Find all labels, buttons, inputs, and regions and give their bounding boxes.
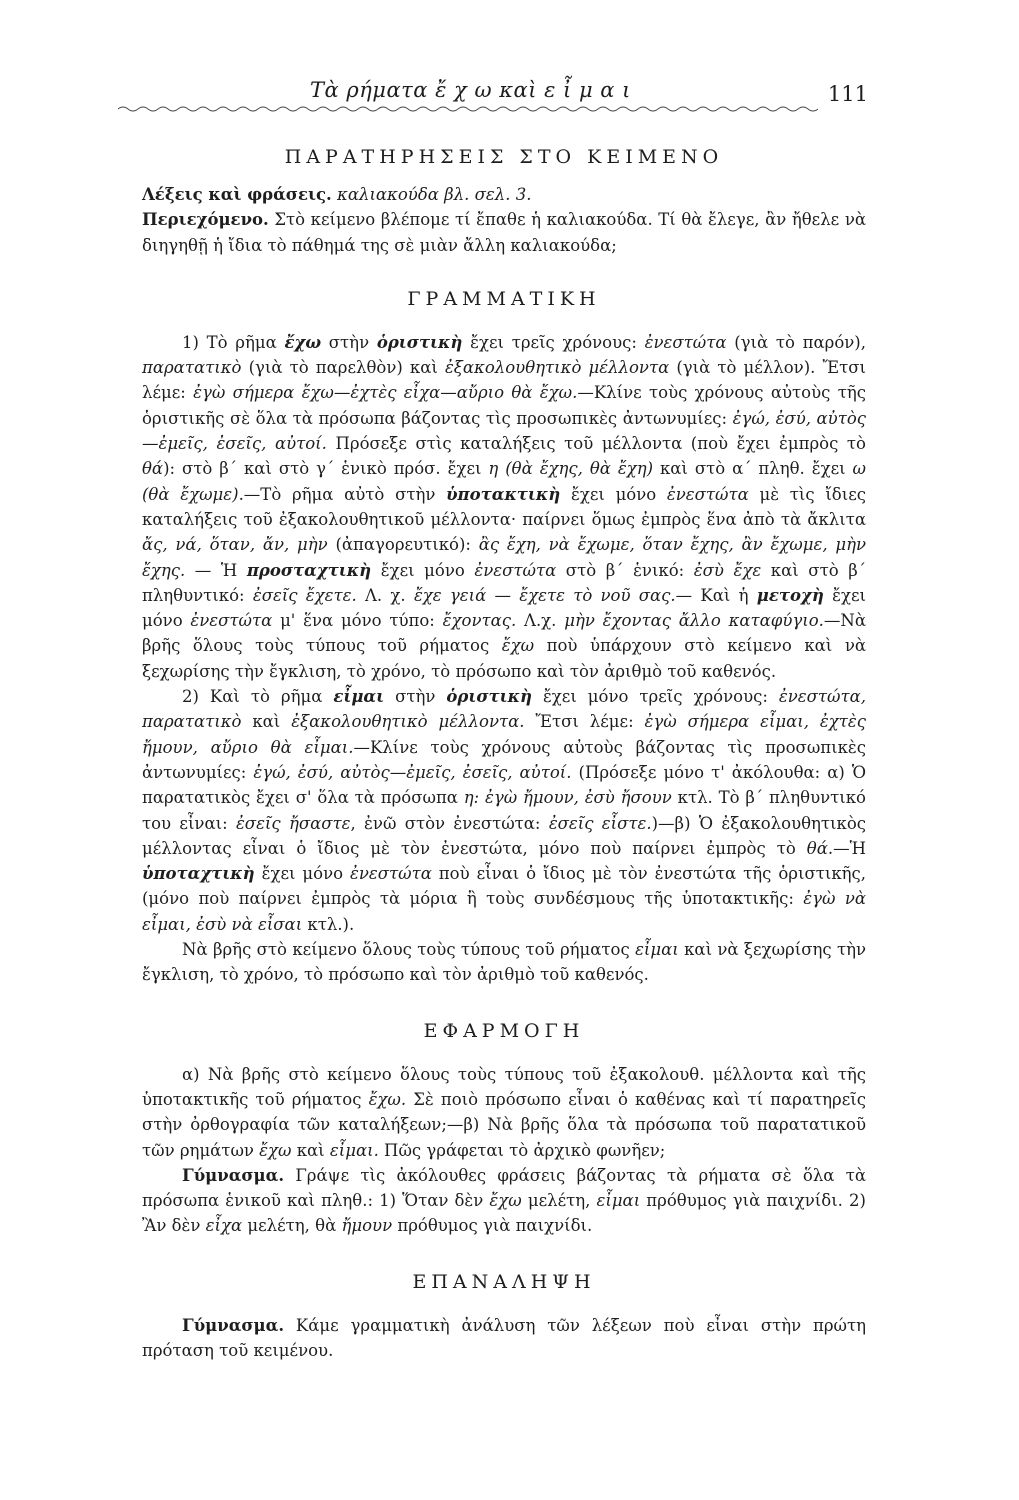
text-run: Γύμνασμα.: [182, 1315, 285, 1335]
words-label: Λέξεις καὶ φράσεις.: [142, 185, 332, 204]
text-run: ποὺ ὑπάρχουν στὸ κείμενο καὶ νὰ ξεχωρίσης τὴν ἔγκλιση, τὸ χρόνο, τὸ πρόσωπο καὶ τὸν ἀριθμὸ τοῦ καθενός.: [142, 636, 866, 681]
text-run: στὴν: [384, 687, 447, 707]
text-run: 1) Τὸ ρῆμα: [182, 332, 285, 352]
text-run: Λ. χ.: [356, 585, 414, 605]
text-run: εἶμαι: [635, 940, 679, 960]
text-run: (ἀπαγορευτικό):: [327, 535, 479, 555]
text-run: παρατατικὸ: [142, 358, 242, 378]
text-run: πρόθυμος γιὰ παιχνίδι.: [392, 1216, 593, 1236]
text-run: .—Τὸ ρῆμα αὐτὸ στὴν: [238, 484, 447, 504]
text-run: Πῶς γράφεται τὸ ἀρχικὸ φωνῆεν;: [378, 1140, 666, 1160]
text-run: ἔχει μόνο: [142, 585, 866, 631]
text-run: ποὺ εἶναι ὁ ἴδιος μὲ τὸν ἐνεστώτα τῆς ὁριστικῆς, (μόνο ποὺ παίρνει ἐμπρὸς τὰ μόρια ἢ τοὺς συνδέσμους τῆς ὑποτακτικῆς:: [142, 864, 866, 909]
text-run: μελέτη,: [521, 1191, 597, 1211]
grammar-paragraph-2: [142, 684, 866, 937]
text-run: Νὰ βρῆς στὸ κείμενο ὅλους τοὺς τύπους τοῦ ρήματος: [182, 940, 636, 960]
text-run: ἐνεστώτα: [350, 864, 432, 884]
grammar-heading: ΓΡΑΜΜΑΤΙΚΗ: [407, 287, 601, 310]
page-content: [142, 146, 866, 1363]
grammar-paragraph-1: [142, 330, 866, 684]
wavy-rule: [118, 104, 818, 114]
content-note: [142, 207, 866, 258]
text-run: εἶχα: [205, 1216, 243, 1236]
text-run: —Νὰ βρῆς ὅλους τοὺς τύπους τοῦ ρήματος: [142, 611, 866, 656]
text-run: Γύμνασμα.: [182, 1165, 285, 1185]
text-run: ἐνεστώτα: [474, 560, 557, 580]
text-run: ἔχει μόνο: [560, 484, 667, 504]
text-run: ἔχω.: [368, 1089, 407, 1109]
text-run: ἐσεῖς ἤσαστε: [235, 813, 351, 833]
text-run: καὶ: [291, 1140, 330, 1160]
text-run: ἐγὼ σήμερα ἔχω—ἐχτὲς εἶχα—αὔριο θὰ ἔχω.: [193, 383, 578, 403]
text-run: Κάμε γραμματικὴ ἀνάλυση τῶν λέξεων ποὺ εἶναι στὴν πρώτη πρόταση τοῦ κειμένου.: [142, 1315, 866, 1360]
text-run: ἐνεστώτα: [644, 332, 727, 352]
words-text: καλιακούδα βλ. σελ. 3.: [331, 185, 532, 204]
text-run: )—β) Ὁ ἐξακολουθητικὸς μέλλοντας εἶναι ὁ ἴδιος μὲ τὸν ἐνεστώτα, μόνο ποὺ παίρνει ἐμπρὸς τὸ: [142, 813, 867, 858]
text-run: ἔχοντας.: [442, 611, 517, 631]
text-run: ἐγώ, ἐσύ, αὐτὸς—ἐμεῖς, ἐσεῖς, αὐτοί.: [142, 408, 866, 454]
text-run: στὴν: [321, 332, 377, 352]
text-run: α) Νὰ βρῆς στὸ κείμενο ὅλους τοὺς τύπους τοῦ ἐξακολουθ. μέλλοντα καὶ τῆς ὑποτακτικῆς τοῦ ρήματος: [142, 1064, 866, 1109]
text-run: (Πρόσεξε μόνο τ' ἀκόλουθα: α) Ὁ παρατατικὸς ἔχει σ' ὅλα τὰ πρόσωπα: [142, 762, 866, 808]
text-run: καὶ νὰ ξεχωρίσης τὴν ἔγκλιση, τὸ χρόνο, τὸ πρόσωπο καὶ τὸν ἀριθμὸ τοῦ καθενός.: [142, 940, 866, 985]
text-run: ἔχει μόνο τρεῖς χρόνους:: [531, 687, 779, 707]
text-run: ἐξακολουθητικὸ μέλλοντα: [444, 358, 670, 378]
text-run: ὁριστικὴ: [446, 687, 532, 707]
text-run: πρόθυμος γιὰ παιχνίδι. 2) Ἂν δὲν: [142, 1191, 866, 1236]
text-run: ὑποταχτικὴ: [142, 864, 255, 884]
application-paragraph-2: [142, 1163, 866, 1239]
text-run: ἔχει τρεῖς χρόνους:: [462, 332, 645, 352]
text-run: καὶ στὸ α΄ πληθ. ἔχει: [653, 459, 853, 479]
text-run: ἔχει μόνο: [371, 560, 475, 580]
review-paragraph: [142, 1313, 866, 1364]
text-run: μ' ἕνα μόνο τύπο:: [272, 611, 443, 631]
text-run: ἤμουν: [341, 1216, 393, 1236]
text-run: στὸ β΄ ἑνικό:: [556, 560, 694, 580]
text-run: καὶ στὸ β΄ πληθυντικό:: [142, 560, 866, 605]
text-run: .—Ἡ: [827, 838, 866, 858]
text-run: , ἐνῶ στὸν ἐνεστώτα:: [350, 813, 549, 833]
text-run: — Ἡ: [185, 560, 247, 580]
text-run: ω (θὰ ἔχωμε): [142, 459, 866, 504]
text-run: —Κλίνε τοὺς χρόνους αὐτοὺς τῆς ὁριστικῆς σὲ ὅλα τὰ πρόσωπα βάζοντας τὶς προσωπικὲς ἀντωνυμίες:: [142, 383, 866, 428]
words-note: [142, 182, 866, 207]
grammar-paragraph-3: [142, 937, 866, 988]
text-run: εἶμαι: [333, 687, 385, 707]
text-run: ἔχω: [259, 1140, 292, 1160]
text-run: μελέτη, θὰ: [242, 1216, 342, 1236]
text-run: εἶμαι: [596, 1191, 641, 1211]
text-run: θά: [142, 459, 164, 479]
running-head: [118, 78, 868, 118]
text-run: κτλ.).: [302, 914, 355, 934]
text-run: μὴν ἔχοντας ἄλλο καταφύγιο.: [564, 611, 824, 631]
text-run: Λ.χ.: [516, 611, 565, 631]
text-run: ἐσὺ ἔχε: [693, 560, 762, 580]
text-run: (γιὰ τὸ μέλλον). Ἔτσι λέμε:: [142, 358, 866, 403]
text-run: ἐγὼ νὰ εἶμαι, ἐσὺ νὰ εἶσαι: [142, 889, 866, 934]
text-run: Πρόσεξε στὶς καταλήξεις τοῦ μέλλοντα (ποὺ ἔχει ἐμπρὸς τὸ: [326, 434, 866, 454]
text-run: ): στὸ β΄ καὶ στὸ γ΄ ἑνικὸ πρόσ. ἔχει: [163, 459, 489, 479]
text-run: ἐνεστώτα, παρατατικὸ: [142, 687, 866, 732]
text-run: ἐξακολουθητικὸ μέλλοντα.: [291, 712, 525, 732]
text-run: κτλ. Τὸ β΄ πληθυντικό του εἶναι:: [142, 788, 866, 833]
text-run: Σὲ ποιὸ πρόσωπο εἶναι ὁ καθένας καὶ τί παρατηρεῖς στὴν ὀρθογραφία τῶν καταλήξεων;—β) Νὰ βρῆς ὅλα τὰ πρόσωπα τοῦ παρατατικοῦ τῶν ρημάτων: [142, 1089, 866, 1160]
text-run: ἐνεστώτα: [666, 484, 749, 504]
text-run: ἄς, νά, ὅταν, ἄν, μὴν: [142, 535, 328, 555]
running-title: Τὰ ρήματα ἔ χ ω καὶ ε ἶ μ α ι: [310, 78, 631, 102]
content-label: Περιεχόμενο.: [142, 210, 269, 230]
text-run: ἔχω: [489, 1191, 522, 1211]
text-run: ἐσεῖς εἶστε.: [548, 813, 652, 833]
text-run: ἐγώ, ἐσύ, αὐτὸς—ἐμεῖς, ἐσεῖς, αὐτοί.: [253, 762, 572, 782]
text-run: θά: [806, 838, 828, 858]
text-run: η: ἐγὼ ἤμουν, ἐσὺ ἤσουν: [463, 788, 672, 808]
text-run: Γράψε τὶς ἀκόλουθες φράσεις βάζοντας τὰ ρήματα σὲ ὅλα τὰ πρόσωπα ἑνικοῦ καὶ πληθ.: 1) Ὅταν δὲν: [142, 1165, 866, 1211]
text-run: ἔχω: [501, 636, 535, 656]
text-run: προσταχτικὴ: [246, 560, 372, 580]
text-run: — Καὶ ἡ: [675, 585, 757, 605]
text-run: μετοχὴ: [756, 585, 824, 605]
text-run: (γιὰ τὸ παρελθὸν) καὶ: [241, 358, 445, 378]
text-run: καὶ: [241, 712, 292, 732]
text-run: ἔχει μόνο: [254, 864, 350, 884]
text-run: ἂς ἔχη, νὰ ἔχωμε, ὅταν ἔχης, ἂν ἔχωμε, μὴν ἔχης.: [142, 535, 866, 580]
page-number: 111: [827, 82, 868, 106]
review-heading: ΕΠΑΝΑΛΗΨΗ: [412, 1270, 596, 1293]
text-run: η (θὰ ἔχης, θὰ ἔχη): [488, 459, 654, 479]
text-run: 2) Καὶ τὸ ρῆμα: [182, 687, 334, 707]
text-run: —Κλίνε τοὺς χρόνους αὐτοὺς βάζοντας τὶς προσωπικὲς ἀντωνυμίες:: [142, 737, 866, 782]
notes-heading: ΠΑΡΑΤΗΡΗΣΕΙΣ ΣΤΟ ΚΕΙΜΕΝΟ: [284, 146, 724, 168]
text-run: Ἔτσι λέμε:: [524, 712, 645, 732]
text-run: (γιὰ τὸ παρόν),: [726, 332, 866, 352]
text-run: ἔχε γειά — ἔχετε τὸ νοῦ σας.: [413, 585, 676, 605]
text-run: ἐγὼ σήμερα εἶμαι, ἐχτὲς ἤμουν, αὔριο θὰ εἶμαι.: [142, 712, 866, 757]
text-run: εἶμαι.: [329, 1140, 379, 1160]
application-paragraph-1: [142, 1062, 866, 1163]
text-run: μὲ τὶς ἴδιες καταλήξεις τοῦ ἐξακολουθητικοῦ μέλλοντα· παίρνει ὅμως ἐμπρὸς ἕνα ἀπὸ τὰ ἄκλιτα: [142, 484, 866, 529]
text-run: ὑποτακτικὴ: [446, 484, 561, 504]
text-run: ὁριστικὴ: [376, 332, 463, 352]
application-heading: ΕΦΑΡΜΟΓΗ: [423, 1019, 585, 1042]
text-run: ἐσεῖς ἔχετε.: [252, 585, 357, 605]
text-run: ἔχω: [284, 332, 322, 352]
content-text: Στὸ κείμενο βλέπομε τί ἔπαθε ἡ καλιακούδα. Τί θὰ ἔλεγε, ἂν ἤθελε νὰ διηγηθῇ ἡ ἴδια τὸ πάθημά της σὲ μιὰν ἄλλη καλιακούδα;: [142, 210, 866, 255]
text-run: ἐνεστώτα: [190, 611, 273, 631]
